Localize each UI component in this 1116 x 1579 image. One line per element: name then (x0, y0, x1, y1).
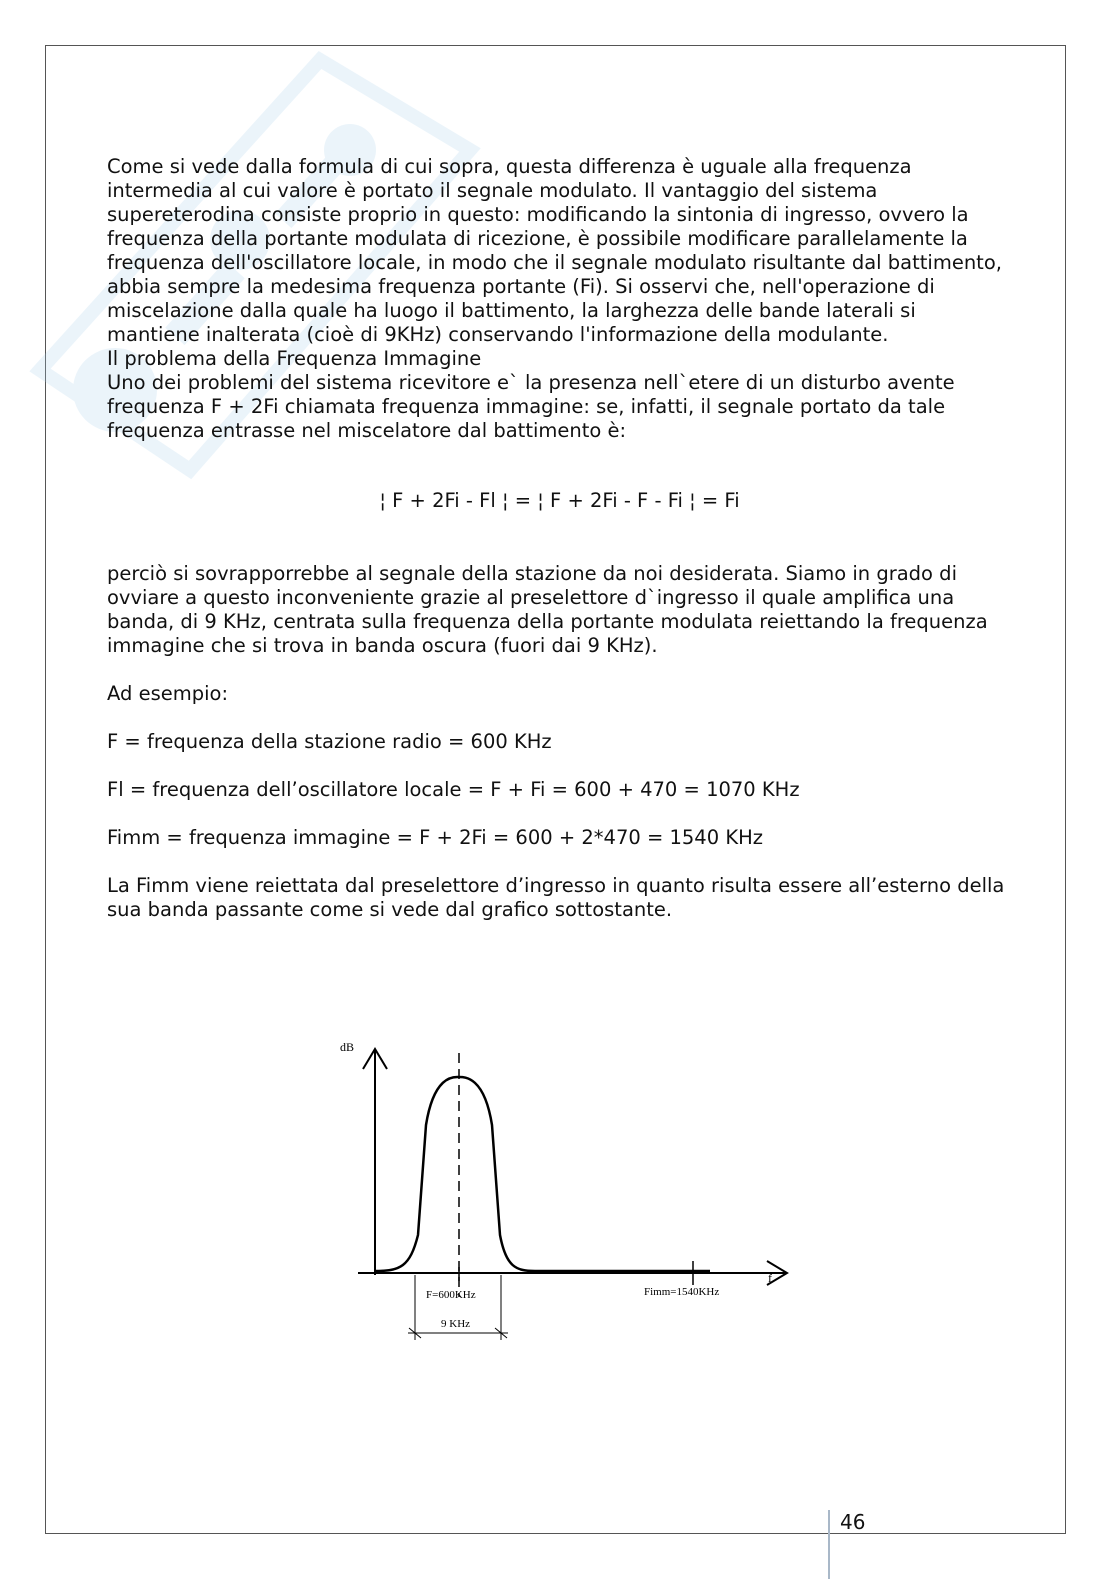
paragraph-text: Come si vede dalla formula di cui sopra, questa differenza è uguale alla frequenza intermedia al cui valore è portato il segnale modulato. Il vantaggio del sistema supereterodina consiste proprio in questo: modificando la sintonia di ingresso, ovvero la frequenza della portante modulata di ricezione, è possibile modificare parallelamente la frequenza dell'oscillatore locale, in modo che il segnale modulato risultante dal battimento, abbia sempre la medesima frequenza portante (Fi). Si osservi che, nell'operazione di miscelazione dalla quale ha luogo il battimento, la larghezza delle bande laterali si mantiene inalterata (cioè di 9KHz) conservando l'informazione della modulante. (107, 155, 1002, 346)
paragraph-text: perciò si sovrapporrebbe al segnale della stazione da noi desiderata. Siamo in grado di ovviare a questo inconveniente grazie al preselettore d`ingresso il quale amplifica una banda, di 9 KHz, centrata sulla frequenza della portante modulata reiettando la frequenza immagine che si trova in banda oscura (fuori dai 9 KHz). (107, 562, 988, 657)
x-axis-label: f (768, 1271, 772, 1285)
example-line-fimm: Fimm = frequenza immagine = F + 2Fi = 600 + 2*470 = 1540 KHz (107, 826, 764, 849)
paragraph-supereterodina (107, 155, 1012, 443)
paragraph-fimm (107, 874, 1012, 922)
bandpass-curve (375, 1077, 710, 1271)
bandpass-graph (330, 1035, 800, 1355)
image-frequency-label: Fimm=1540KHz (644, 1286, 720, 1298)
example-intro: Ad esempio: (107, 682, 229, 705)
center-frequency-label: F=600KHz (426, 1289, 476, 1301)
paragraph-text: Uno dei problemi del sistema ricevitore e` la presenza nell`etere di un disturbo avente frequenza F + 2Fi chiamata frequenza immagine: se, infatti, il segnale portato da tale frequenza entrasse nel miscelatore dal battimento è: (107, 371, 955, 442)
example-line-f: F = frequenza della stazione radio = 600 KHz (107, 730, 552, 753)
formula: ¦ F + 2Fi - Fl ¦ = ¦ F + 2Fi - F - Fi ¦ = Fi (379, 489, 740, 512)
page-number: 46 (840, 1510, 866, 1534)
paragraph-text: La Fimm viene reiettata dal preselettore d’ingresso in quanto risulta essere all’esterno della sua banda passante come si vede dal grafico sottostante. (107, 874, 1005, 921)
bandwidth-label: 9 KHz (441, 1318, 471, 1330)
example-line-fl: Fl = frequenza dell’oscillatore locale = F + Fi = 600 + 470 = 1070 KHz (107, 778, 800, 801)
paragraph-preselettore (107, 562, 1012, 658)
y-axis-label: dB (340, 1040, 355, 1054)
section-heading: Il problema della Frequenza Immagine (107, 347, 482, 370)
footer-rule (828, 1510, 830, 1579)
